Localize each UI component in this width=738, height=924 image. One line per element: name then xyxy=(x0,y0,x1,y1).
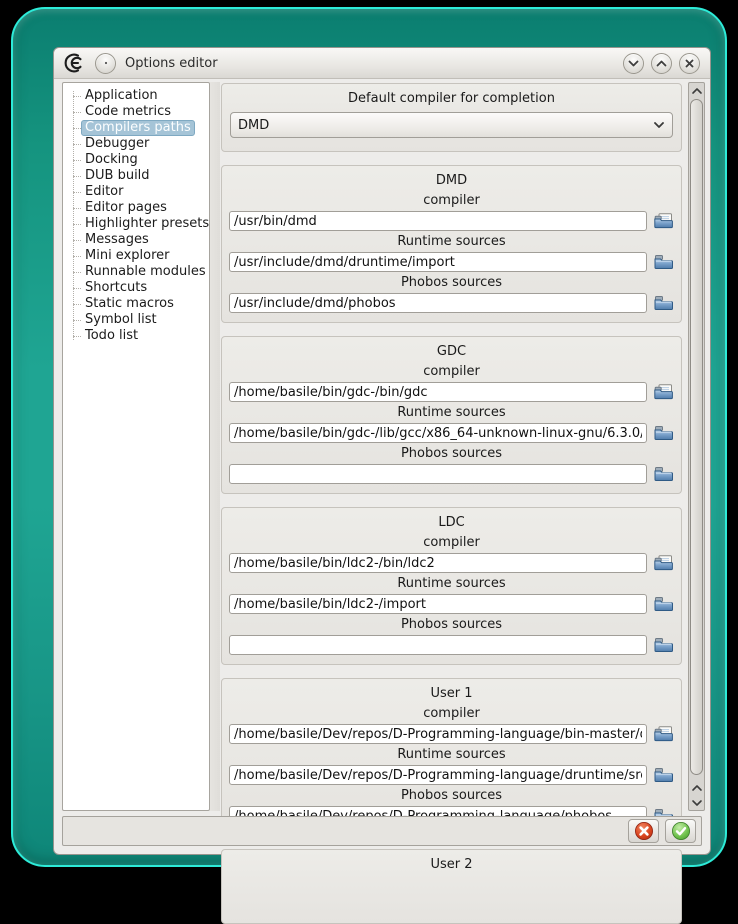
content-area xyxy=(54,79,710,872)
browse-folder-button[interactable] xyxy=(652,594,674,614)
coedit-logo-icon xyxy=(64,53,86,73)
open-folder-icon xyxy=(654,295,673,311)
window-title: Options editor xyxy=(125,55,218,71)
scroll-up-button[interactable] xyxy=(689,83,704,98)
browse-folder-button[interactable] xyxy=(652,464,674,484)
combo-value: DMD xyxy=(238,117,270,133)
field-label: compiler xyxy=(423,364,480,379)
sidebar-item-code-metrics[interactable]: Code metrics xyxy=(81,104,207,120)
gdc-phobos-sources-input[interactable] xyxy=(229,464,647,484)
browse-folder-button[interactable] xyxy=(652,423,674,443)
browse-folder-button[interactable] xyxy=(652,252,674,272)
field-label: Runtime sources xyxy=(397,234,506,249)
field-label: Runtime sources xyxy=(397,747,506,762)
category-tree xyxy=(67,88,210,344)
group-title: Default compiler for completion xyxy=(348,91,555,106)
sidebar-item-editor-pages[interactable]: Editor pages xyxy=(81,200,207,216)
field-label: Runtime sources xyxy=(397,576,506,591)
sidebar-item-docking[interactable]: Docking xyxy=(81,152,207,168)
user1-runtime-sources-input[interactable] xyxy=(229,765,647,785)
sidebar-item-dub-build[interactable]: DUB build xyxy=(81,168,207,184)
sidebar-item-editor[interactable]: Editor xyxy=(81,184,207,200)
sidebar-item-compilers-paths[interactable]: Compilers paths xyxy=(81,120,207,136)
open-folder-icon xyxy=(654,596,673,612)
close-icon xyxy=(685,59,694,68)
field-label: Phobos sources xyxy=(400,788,503,803)
categories-sidebar xyxy=(62,82,210,811)
vertical-scrollbar[interactable] xyxy=(688,82,705,811)
field-label: Phobos sources xyxy=(400,446,503,461)
accept-icon xyxy=(671,821,691,841)
field-label: Phobos sources xyxy=(400,275,503,290)
accept-button[interactable] xyxy=(665,819,696,843)
field-label: Phobos sources xyxy=(400,617,503,632)
ldc-phobos-sources-input[interactable] xyxy=(229,635,647,655)
field-label: compiler xyxy=(423,193,480,208)
sidebar-item-runnable-modules[interactable]: Runnable modules xyxy=(81,264,207,280)
scroll-down-button[interactable] xyxy=(689,795,704,810)
browse-folder-button[interactable] xyxy=(652,635,674,655)
sidebar-item-debugger[interactable]: Debugger xyxy=(81,136,207,152)
user1-compiler-input[interactable] xyxy=(229,724,647,744)
open-file-icon xyxy=(654,384,673,400)
open-file-icon xyxy=(654,726,673,742)
default-compiler-select[interactable] xyxy=(230,112,673,138)
scrollbar-thumb[interactable] xyxy=(690,99,703,775)
ldc-compiler-input[interactable] xyxy=(229,553,647,573)
dmd-runtime-sources-input[interactable] xyxy=(229,252,647,272)
open-folder-icon xyxy=(654,254,673,270)
stay-on-top-button[interactable] xyxy=(95,53,116,74)
cancel-icon xyxy=(634,821,654,841)
sidebar-item-mini-explorer[interactable]: Mini explorer xyxy=(81,248,207,264)
groups-scroll-area xyxy=(220,82,685,872)
group-title: User 2 xyxy=(430,857,473,872)
open-folder-icon xyxy=(654,767,673,783)
open-folder-icon xyxy=(654,466,673,482)
group-title: User 1 xyxy=(430,686,473,701)
sidebar-item-application[interactable]: Application xyxy=(81,88,207,104)
group-title: DMD xyxy=(435,173,468,188)
open-file-icon xyxy=(654,213,673,229)
statusbar xyxy=(62,816,702,846)
group-user2 xyxy=(221,849,682,924)
sidebar-item-static-macros[interactable]: Static macros xyxy=(81,296,207,312)
chevron-up-icon xyxy=(692,88,702,94)
dot-icon xyxy=(103,60,109,66)
group-title: GDC xyxy=(436,344,467,359)
ldc-runtime-sources-input[interactable] xyxy=(229,594,647,614)
group-default-compiler xyxy=(221,83,682,152)
window-frame xyxy=(11,7,727,872)
gdc-runtime-sources-input[interactable] xyxy=(229,423,647,443)
group-dmd xyxy=(221,165,682,323)
sidebar-splitter[interactable] xyxy=(210,82,220,811)
dmd-compiler-input[interactable] xyxy=(229,211,647,231)
field-label: compiler xyxy=(423,706,480,721)
close-button[interactable] xyxy=(679,53,700,74)
sidebar-item-messages[interactable]: Messages xyxy=(81,232,207,248)
sidebar-item-todo-list[interactable]: Todo list xyxy=(81,328,207,344)
browse-file-button[interactable] xyxy=(652,211,674,231)
roll-up-button[interactable] xyxy=(651,53,672,74)
group-user1 xyxy=(221,678,682,836)
browse-folder-button[interactable] xyxy=(652,293,674,313)
options-editor-window xyxy=(53,47,711,872)
scroll-up-secondary-button[interactable] xyxy=(689,780,704,795)
chevron-down-icon xyxy=(628,60,639,67)
cancel-button[interactable] xyxy=(628,819,659,843)
browse-file-button[interactable] xyxy=(652,382,674,402)
group-ldc xyxy=(221,507,682,665)
browse-file-button[interactable] xyxy=(652,724,674,744)
sidebar-item-highlighter-presets[interactable]: Highlighter presets xyxy=(81,216,207,232)
chevron-down-icon xyxy=(653,121,665,129)
field-label: compiler xyxy=(423,535,480,550)
sidebar-item-shortcuts[interactable]: Shortcuts xyxy=(81,280,207,296)
gdc-compiler-input[interactable] xyxy=(229,382,647,402)
group-title: LDC xyxy=(438,515,465,530)
open-folder-icon xyxy=(654,637,673,653)
group-gdc xyxy=(221,336,682,494)
chevron-down-icon xyxy=(692,800,702,806)
field-label: Runtime sources xyxy=(397,405,506,420)
browse-file-button[interactable] xyxy=(652,553,674,573)
titlebar[interactable] xyxy=(54,48,710,79)
compilers-paths-panel xyxy=(220,82,705,872)
chevron-up-icon xyxy=(692,785,702,791)
dmd-phobos-sources-input[interactable] xyxy=(229,293,647,313)
roll-down-button[interactable] xyxy=(623,53,644,74)
browse-folder-button[interactable] xyxy=(652,765,674,785)
open-folder-icon xyxy=(654,425,673,441)
open-file-icon xyxy=(654,555,673,571)
window-controls xyxy=(623,53,700,74)
sidebar-item-symbol-list[interactable]: Symbol list xyxy=(81,312,207,328)
chevron-up-icon xyxy=(656,60,667,67)
